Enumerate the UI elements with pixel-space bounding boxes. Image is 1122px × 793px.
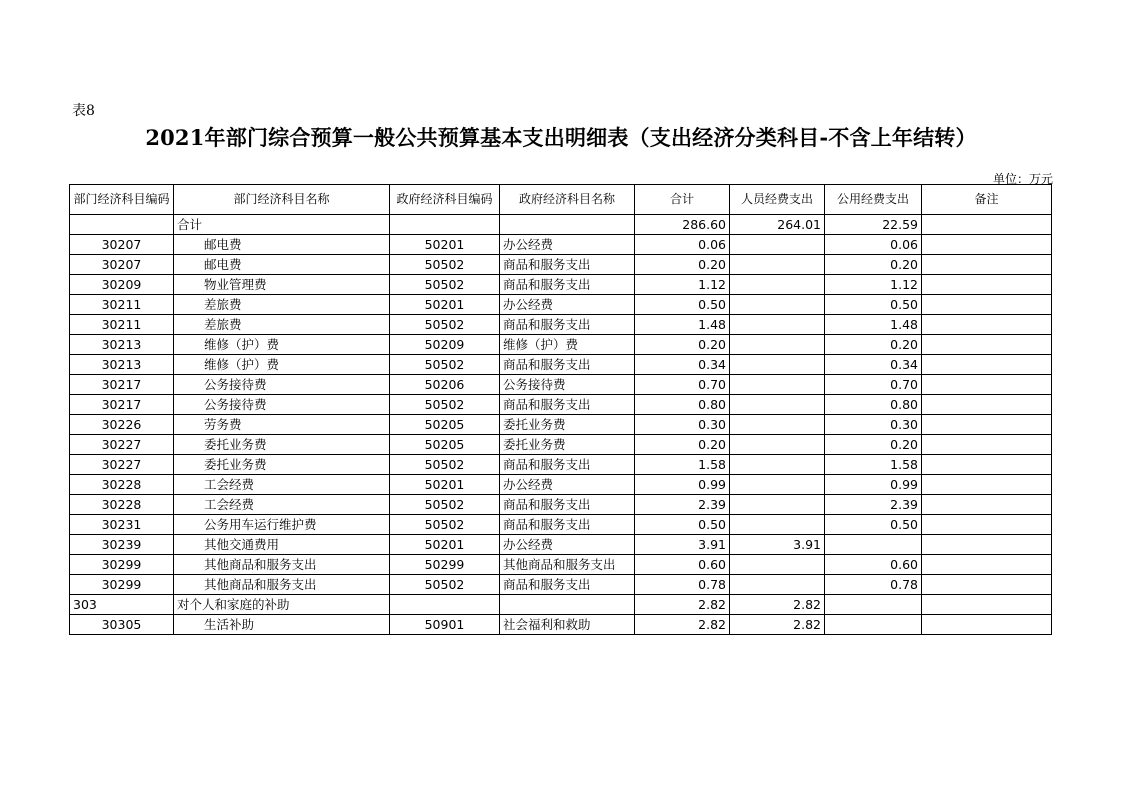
cell-public: 22.59 <box>825 215 922 235</box>
cell-total: 1.48 <box>635 315 730 335</box>
table-row <box>70 535 1052 555</box>
cell-remarks <box>922 595 1052 615</box>
cell-gov-name: 办公经费 <box>500 295 635 315</box>
cell-public <box>825 535 922 555</box>
header-public: 公用经费支出 <box>825 185 922 215</box>
cell-dept-name: 公务接待费 <box>174 395 390 415</box>
cell-dept-code: 30227 <box>70 435 174 455</box>
cell-gov-code <box>390 215 500 235</box>
cell-gov-code: 50206 <box>390 375 500 395</box>
cell-gov-name: 商品和服务支出 <box>500 455 635 475</box>
cell-public <box>825 615 922 635</box>
cell-remarks <box>922 495 1052 515</box>
cell-remarks <box>922 575 1052 595</box>
cell-total: 2.39 <box>635 495 730 515</box>
cell-gov-name: 商品和服务支出 <box>500 575 635 595</box>
cell-dept-code: 30211 <box>70 315 174 335</box>
table-row <box>70 595 1052 615</box>
cell-public: 0.34 <box>825 355 922 375</box>
cell-public: 0.78 <box>825 575 922 595</box>
cell-dept-name: 邮电费 <box>174 255 390 275</box>
table-row <box>70 355 1052 375</box>
cell-personnel <box>730 255 825 275</box>
header-gov-name: 政府经济科目名称 <box>500 185 635 215</box>
cell-remarks <box>922 435 1052 455</box>
cell-dept-code <box>70 215 174 235</box>
cell-total: 0.20 <box>635 335 730 355</box>
cell-personnel <box>730 295 825 315</box>
cell-gov-name: 办公经费 <box>500 535 635 555</box>
cell-dept-name: 对个人和家庭的补助 <box>174 595 390 615</box>
cell-dept-name: 公务用车运行维护费 <box>174 515 390 535</box>
cell-personnel <box>730 555 825 575</box>
table-row <box>70 435 1052 455</box>
cell-remarks <box>922 335 1052 355</box>
cell-dept-name: 委托业务费 <box>174 455 390 475</box>
cell-gov-code: 50201 <box>390 295 500 315</box>
cell-public: 0.80 <box>825 395 922 415</box>
table-row <box>70 495 1052 515</box>
cell-total: 0.20 <box>635 255 730 275</box>
cell-gov-name <box>500 595 635 615</box>
cell-remarks <box>922 215 1052 235</box>
cell-total: 1.58 <box>635 455 730 475</box>
cell-public: 0.20 <box>825 255 922 275</box>
total-row <box>70 215 1052 235</box>
page-title: 2021年部门综合预算一般公共预算基本支出明细表（支出经济分类科目-不含上年结转） <box>145 125 977 150</box>
cell-gov-code: 50502 <box>390 315 500 335</box>
cell-gov-name: 商品和服务支出 <box>500 255 635 275</box>
table-row <box>70 235 1052 255</box>
cell-dept-code: 30228 <box>70 475 174 495</box>
cell-dept-code: 30231 <box>70 515 174 535</box>
table-row <box>70 475 1052 495</box>
cell-gov-code: 50299 <box>390 555 500 575</box>
cell-personnel: 264.01 <box>730 215 825 235</box>
cell-public: 2.39 <box>825 495 922 515</box>
cell-dept-name: 物业管理费 <box>174 275 390 295</box>
cell-public: 0.70 <box>825 375 922 395</box>
cell-personnel: 2.82 <box>730 615 825 635</box>
cell-total: 0.70 <box>635 375 730 395</box>
cell-gov-code: 50502 <box>390 575 500 595</box>
header-remarks: 备注 <box>922 185 1052 215</box>
cell-remarks <box>922 415 1052 435</box>
cell-personnel <box>730 355 825 375</box>
cell-dept-code: 30217 <box>70 395 174 415</box>
cell-dept-code: 30207 <box>70 235 174 255</box>
table-row <box>70 275 1052 295</box>
cell-gov-code: 50502 <box>390 355 500 375</box>
cell-personnel <box>730 335 825 355</box>
cell-personnel <box>730 495 825 515</box>
cell-dept-name: 生活补助 <box>174 615 390 635</box>
cell-gov-code: 50502 <box>390 395 500 415</box>
cell-gov-code: 50205 <box>390 435 500 455</box>
table-row <box>70 515 1052 535</box>
cell-dept-name: 其他交通费用 <box>174 535 390 555</box>
table-row <box>70 255 1052 275</box>
cell-total: 3.91 <box>635 535 730 555</box>
cell-dept-code: 30305 <box>70 615 174 635</box>
cell-remarks <box>922 255 1052 275</box>
cell-remarks <box>922 535 1052 555</box>
header-dept-name: 部门经济科目名称 <box>174 185 390 215</box>
cell-total: 0.99 <box>635 475 730 495</box>
cell-gov-code: 50209 <box>390 335 500 355</box>
cell-dept-code: 30299 <box>70 575 174 595</box>
table-row <box>70 315 1052 335</box>
header-personnel: 人员经费支出 <box>730 185 825 215</box>
table-label: 表8 <box>72 103 95 119</box>
cell-public: 1.58 <box>825 455 922 475</box>
cell-dept-name: 差旅费 <box>174 295 390 315</box>
cell-gov-name: 商品和服务支出 <box>500 395 635 415</box>
cell-personnel <box>730 435 825 455</box>
cell-public: 1.12 <box>825 275 922 295</box>
cell-total: 0.78 <box>635 575 730 595</box>
cell-total: 0.50 <box>635 515 730 535</box>
cell-total: 286.60 <box>635 215 730 235</box>
cell-personnel <box>730 515 825 535</box>
cell-dept-code: 30213 <box>70 355 174 375</box>
cell-total: 0.06 <box>635 235 730 255</box>
table-row <box>70 395 1052 415</box>
cell-dept-name: 维修（护）费 <box>174 335 390 355</box>
cell-gov-name: 委托业务费 <box>500 435 635 455</box>
cell-total: 2.82 <box>635 595 730 615</box>
cell-dept-code: 30213 <box>70 335 174 355</box>
cell-dept-name: 其他商品和服务支出 <box>174 555 390 575</box>
cell-dept-code: 30239 <box>70 535 174 555</box>
cell-gov-name: 商品和服务支出 <box>500 275 635 295</box>
cell-personnel <box>730 455 825 475</box>
table-row <box>70 575 1052 595</box>
cell-gov-name: 办公经费 <box>500 235 635 255</box>
cell-gov-name: 委托业务费 <box>500 415 635 435</box>
cell-remarks <box>922 275 1052 295</box>
cell-gov-code: 50201 <box>390 235 500 255</box>
cell-dept-code: 30207 <box>70 255 174 275</box>
cell-personnel <box>730 475 825 495</box>
cell-gov-code: 50502 <box>390 495 500 515</box>
cell-dept-name: 差旅费 <box>174 315 390 335</box>
cell-remarks <box>922 375 1052 395</box>
cell-remarks <box>922 235 1052 255</box>
cell-public: 0.60 <box>825 555 922 575</box>
cell-public: 0.50 <box>825 515 922 535</box>
cell-gov-name: 商品和服务支出 <box>500 495 635 515</box>
header-row <box>70 185 1052 215</box>
cell-gov-name: 商品和服务支出 <box>500 355 635 375</box>
table-row <box>70 455 1052 475</box>
cell-gov-code: 50901 <box>390 615 500 635</box>
cell-public: 0.06 <box>825 235 922 255</box>
cell-dept-code: 303 <box>70 595 174 615</box>
cell-public <box>825 595 922 615</box>
cell-dept-name: 委托业务费 <box>174 435 390 455</box>
cell-gov-name: 社会福利和救助 <box>500 615 635 635</box>
cell-dept-name: 劳务费 <box>174 415 390 435</box>
header-gov-code: 政府经济科目编码 <box>390 185 500 215</box>
cell-public: 0.99 <box>825 475 922 495</box>
cell-gov-code <box>390 595 500 615</box>
cell-remarks <box>922 615 1052 635</box>
cell-remarks <box>922 395 1052 415</box>
cell-personnel: 2.82 <box>730 595 825 615</box>
cell-dept-name: 维修（护）费 <box>174 355 390 375</box>
cell-dept-code: 30226 <box>70 415 174 435</box>
cell-dept-code: 30211 <box>70 295 174 315</box>
budget-table <box>69 184 1052 635</box>
cell-dept-code: 30217 <box>70 375 174 395</box>
cell-dept-name: 工会经费 <box>174 475 390 495</box>
cell-total: 0.34 <box>635 355 730 375</box>
table-row <box>70 555 1052 575</box>
cell-remarks <box>922 455 1052 475</box>
cell-dept-name: 公务接待费 <box>174 375 390 395</box>
cell-gov-code: 50502 <box>390 255 500 275</box>
cell-gov-name <box>500 215 635 235</box>
table-row <box>70 375 1052 395</box>
cell-gov-code: 50502 <box>390 515 500 535</box>
cell-total: 0.30 <box>635 415 730 435</box>
cell-public: 0.30 <box>825 415 922 435</box>
cell-dept-name: 工会经费 <box>174 495 390 515</box>
cell-gov-name: 办公经费 <box>500 475 635 495</box>
cell-gov-name: 公务接待费 <box>500 375 635 395</box>
cell-gov-name: 商品和服务支出 <box>500 515 635 535</box>
table-row <box>70 295 1052 315</box>
cell-gov-name: 其他商品和服务支出 <box>500 555 635 575</box>
cell-total: 0.50 <box>635 295 730 315</box>
cell-public: 0.20 <box>825 435 922 455</box>
cell-personnel <box>730 315 825 335</box>
cell-dept-name: 邮电费 <box>174 235 390 255</box>
cell-dept-code: 30227 <box>70 455 174 475</box>
cell-gov-code: 50502 <box>390 455 500 475</box>
header-total: 合计 <box>635 185 730 215</box>
cell-dept-code: 30299 <box>70 555 174 575</box>
cell-remarks <box>922 355 1052 375</box>
cell-gov-code: 50201 <box>390 475 500 495</box>
cell-public: 1.48 <box>825 315 922 335</box>
cell-remarks <box>922 315 1052 335</box>
cell-total: 0.20 <box>635 435 730 455</box>
cell-remarks <box>922 295 1052 315</box>
cell-gov-code: 50205 <box>390 415 500 435</box>
cell-total: 0.80 <box>635 395 730 415</box>
cell-personnel <box>730 415 825 435</box>
cell-dept-name: 其他商品和服务支出 <box>174 575 390 595</box>
cell-gov-name: 维修（护）费 <box>500 335 635 355</box>
cell-dept-code: 30209 <box>70 275 174 295</box>
cell-gov-code: 50201 <box>390 535 500 555</box>
cell-remarks <box>922 475 1052 495</box>
cell-remarks <box>922 515 1052 535</box>
table-row <box>70 335 1052 355</box>
cell-personnel: 3.91 <box>730 535 825 555</box>
unit-label: 单位：万元 <box>992 172 1053 186</box>
cell-public: 0.20 <box>825 335 922 355</box>
cell-personnel <box>730 575 825 595</box>
cell-personnel <box>730 275 825 295</box>
cell-gov-code: 50502 <box>390 275 500 295</box>
cell-dept-code: 30228 <box>70 495 174 515</box>
cell-remarks <box>922 555 1052 575</box>
cell-total: 1.12 <box>635 275 730 295</box>
cell-dept-name: 合计 <box>174 215 390 235</box>
cell-gov-name: 商品和服务支出 <box>500 315 635 335</box>
cell-public: 0.50 <box>825 295 922 315</box>
cell-total: 0.60 <box>635 555 730 575</box>
cell-personnel <box>730 395 825 415</box>
cell-total: 2.82 <box>635 615 730 635</box>
table-row <box>70 615 1052 635</box>
cell-personnel <box>730 235 825 255</box>
header-dept-code: 部门经济科目编码 <box>70 185 174 215</box>
cell-personnel <box>730 375 825 395</box>
table-row <box>70 415 1052 435</box>
